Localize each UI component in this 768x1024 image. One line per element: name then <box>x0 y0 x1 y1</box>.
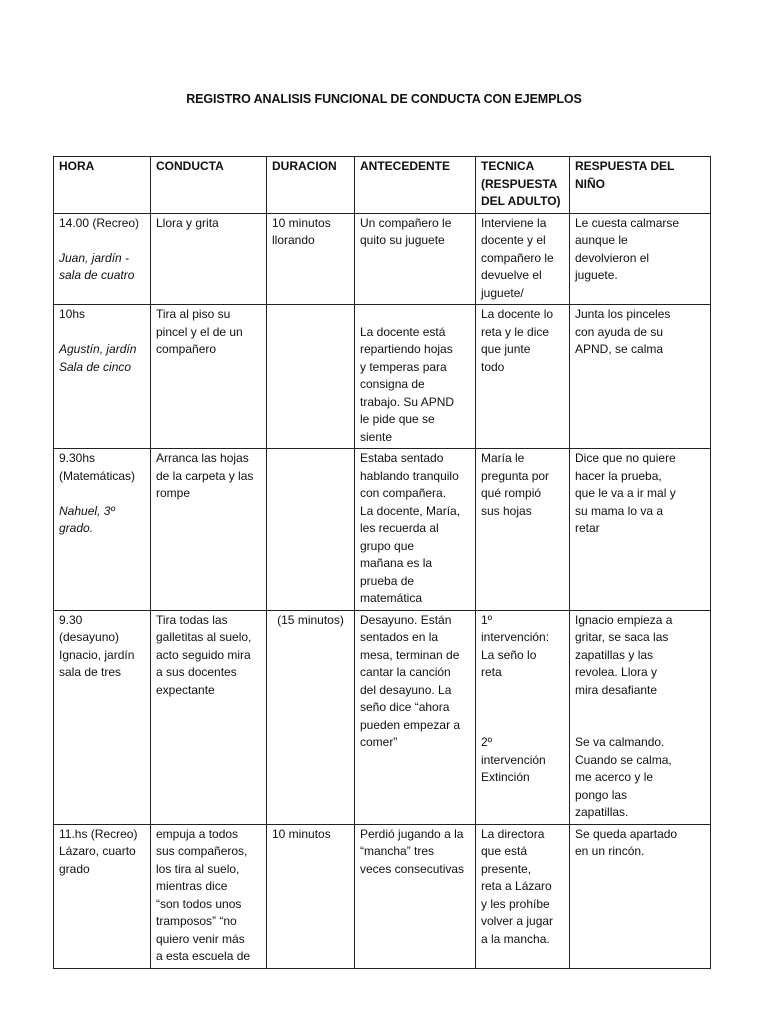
cell-conducta: Tira todas las galletitas al suelo, acto seguido mira a sus docentes expectante <box>151 610 267 824</box>
cell-hora: 9.30 (desayuno) Ignacio, jardín sala de tres <box>54 610 151 824</box>
cell-respuesta: Le cuesta calmarse aunque le devolvieron el juguete. <box>570 213 711 305</box>
cell-conducta: Llora y grita <box>151 213 267 305</box>
cell-antecedente: Un compañero le quito su juguete <box>355 213 476 305</box>
cell-respuesta: Dice que no quiere hacer la prueba, que le va a ir mal y su mama lo va a retar <box>570 449 711 611</box>
cell-respuesta: Se queda apartado en un rincón. <box>570 824 711 968</box>
cell-conducta: Arranca las hojas de la carpeta y las rompe <box>151 449 267 611</box>
cell-tecnica: Interviene la docente y el compañero le devuelve el juguete/ <box>476 213 570 305</box>
cell-hora: 14.00 (Recreo) Juan, jardín - sala de cuatro <box>54 213 151 305</box>
table-row <box>54 449 711 611</box>
cell-duracion: (15 minutos) <box>267 610 355 824</box>
header-tecnica: TECNICA (RESPUESTA DEL ADULTO) <box>476 157 570 214</box>
cell-antecedente: Perdió jugando a la “mancha” tres veces consecutivas <box>355 824 476 968</box>
table-row <box>54 305 711 449</box>
behavior-record-table <box>53 156 711 969</box>
cell-respuesta: Ignacio empieza a gritar, se saca las zapatillas y las revolea. Llora y mira desafiante Se va calmando. Cuando se calma, me acerco y le pongo las zapatillas. <box>570 610 711 824</box>
cell-antecedente: La docente está repartiendo hojas y temperas para consigna de trabajo. Su APND le pide que se siente <box>355 305 476 449</box>
cell-duracion <box>267 449 355 611</box>
cell-respuesta: Junta los pinceles con ayuda de su APND, se calma <box>570 305 711 449</box>
header-duracion: DURACION <box>267 157 355 214</box>
cell-tecnica: La directora que está presente, reta a Lázaro y les prohíbe volver a jugar a la mancha. <box>476 824 570 968</box>
header-conducta: CONDUCTA <box>151 157 267 214</box>
cell-hora: 11.hs (Recreo) Lázaro, cuarto grado <box>54 824 151 968</box>
table-row <box>54 213 711 305</box>
cell-tecnica: María le pregunta por qué rompió sus hojas <box>476 449 570 611</box>
header-hora: HORA <box>54 157 151 214</box>
header-row <box>54 157 711 214</box>
header-respuesta: RESPUESTA DEL NIÑO <box>570 157 711 214</box>
cell-antecedente: Estaba sentado hablando tranquilo con compañera. La docente, María, les recuerda al grupo que mañana es la prueba de matemática <box>355 449 476 611</box>
cell-tecnica: 1º intervención: La seño lo reta 2º intervención Extinción <box>476 610 570 824</box>
cell-conducta: Tira al piso su pincel y el de un compañero <box>151 305 267 449</box>
cell-conducta: empuja a todos sus compañeros, los tira al suelo, mientras dice “son todos unos tramposos” “no quiero venir más a esta escuela de <box>151 824 267 968</box>
cell-tecnica: La docente lo reta y le dice que junte todo <box>476 305 570 449</box>
cell-duracion <box>267 305 355 449</box>
table-row <box>54 610 711 824</box>
cell-duracion: 10 minutos llorando <box>267 213 355 305</box>
page-title: REGISTRO ANALISIS FUNCIONAL DE CONDUCTA CON EJEMPLOS <box>186 92 582 106</box>
cell-duracion: 10 minutos <box>267 824 355 968</box>
table-row <box>54 824 711 968</box>
cell-antecedente: Desayuno. Están sentados en la mesa, terminan de cantar la canción del desayuno. La seño dice “ahora pueden empezar a comer” <box>355 610 476 824</box>
header-antecedente: ANTECEDENTE <box>355 157 476 214</box>
cell-hora: 10hs Agustín, jardín Sala de cinco <box>54 305 151 449</box>
cell-hora: 9.30hs (Matemáticas) Nahuel, 3º grado. <box>54 449 151 611</box>
